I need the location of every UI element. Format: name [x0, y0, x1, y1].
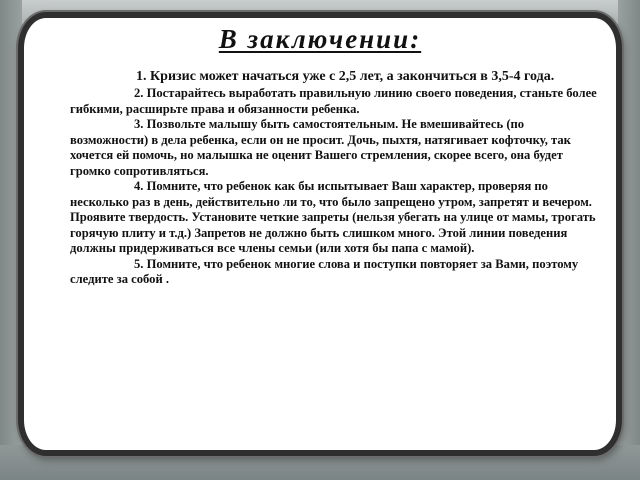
conclusion-point-1: 1. Кризис может начаться уже с 2,5 лет, а закончиться в 3,5-4 года. [136, 69, 555, 84]
conclusion-point-3: 3. Позвольте малышу быть самостоятельным. Не вмешивайтесь (по возможности) в дела ребенка, если он не просит. Дочь, пыхтя, натягивает кофточку, так хочется ей помочь, но малышка не оценит Вашего стремления, скорее всего, она будет громко сопротивляться. [70, 117, 571, 178]
conclusion-point-5: 5. Помните, что ребенок многие слова и поступки повторяет за Вами, поэтому следите за собой . [70, 256, 579, 286]
conclusion-point-4: 4. Помните, что ребенок как бы испытывает Ваш характер, проверяя по несколько раз в день, действительно ли то, что было запрещено утром, запретят и вечером. Проявите твердость. Установите четкие запреты (нельзя убегать на улице от мамы, трогать горячую плиту и т.д.) Запретов не должно быть слишком много. Этой линии поведения должны придерживаться все члены семьи (или хотя бы папа с мамой). [70, 179, 596, 255]
slide-title: В заключении: [218, 24, 422, 54]
slide-content [70, 68, 602, 288]
conclusion-point-2: 2. Постарайтесь выработать правильную линию своего поведения, станьте более гибкими, расширьте права и обязанности ребенка. [70, 86, 597, 116]
